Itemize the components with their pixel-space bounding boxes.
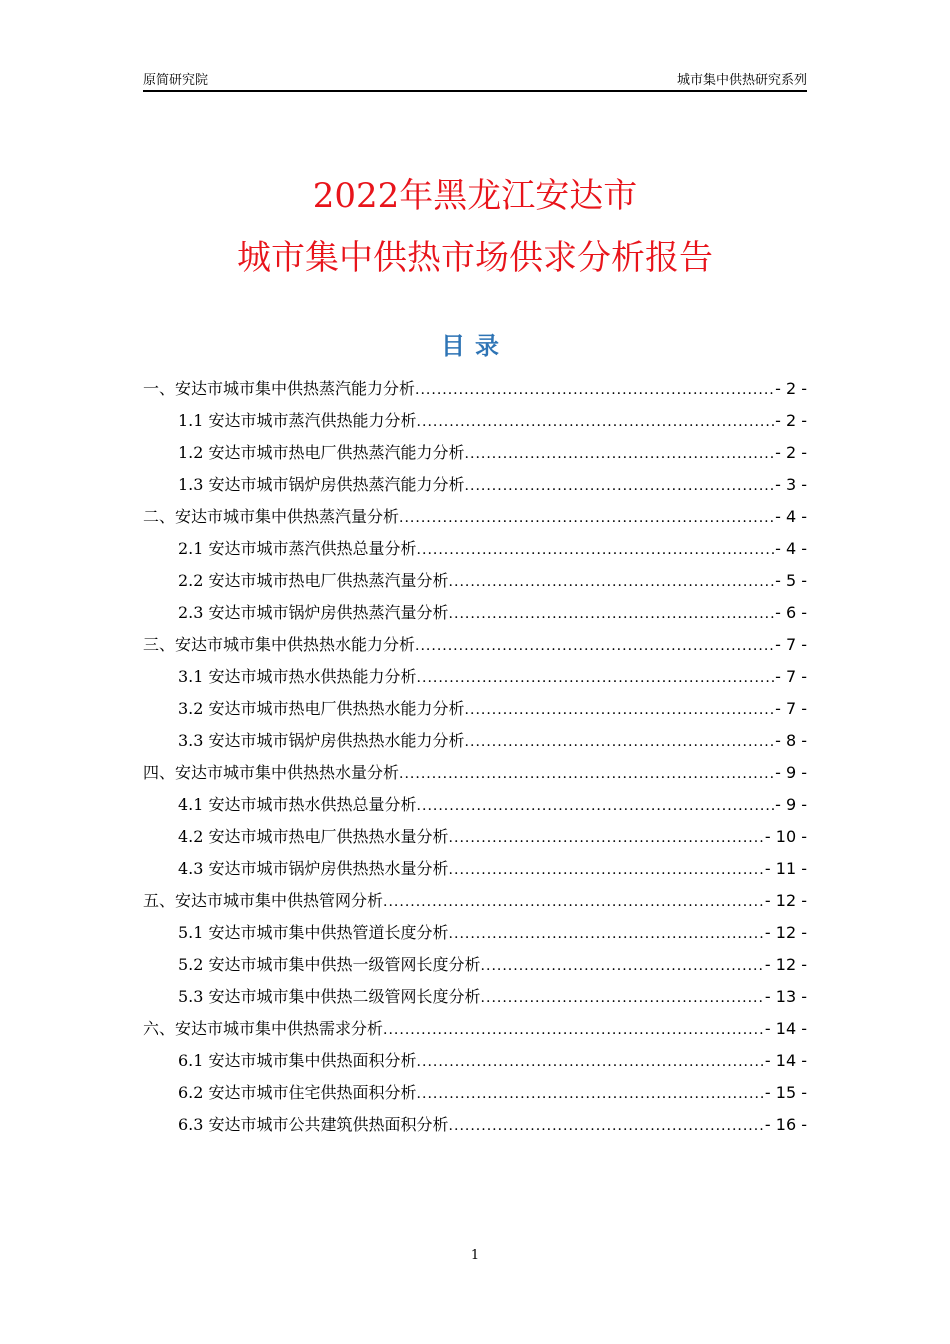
- toc-entry-label: 2.2 安达市城市热电厂供热蒸汽量分析: [178, 571, 449, 590]
- toc-leader-dots: [417, 1078, 765, 1110]
- toc-leader-dots: [449, 854, 765, 886]
- toc-leader-dots: [449, 918, 765, 950]
- toc-entry[interactable]: [143, 661, 807, 693]
- toc-entry[interactable]: [143, 469, 807, 501]
- toc-entry-page: - 6 -: [775, 603, 807, 622]
- toc-entry-page: - 12 -: [764, 891, 807, 910]
- toc-entry-page: - 14 -: [764, 1051, 807, 1070]
- toc-entry[interactable]: [143, 1077, 807, 1109]
- toc-entry[interactable]: [143, 533, 807, 565]
- page-number: 1: [470, 1248, 480, 1263]
- toc-entry-page: - 11 -: [764, 859, 807, 878]
- toc-entry[interactable]: [143, 1045, 807, 1077]
- toc-leader-dots: [417, 406, 776, 438]
- toc-entry[interactable]: [143, 757, 807, 789]
- toc-entry-label: 6.3 安达市城市公共建筑供热面积分析: [178, 1115, 449, 1134]
- toc-leader-dots: [383, 886, 765, 918]
- toc-entry-label: 5.1 安达市城市集中供热管道长度分析: [178, 923, 449, 942]
- toc-entry[interactable]: [143, 885, 807, 917]
- toc-entry[interactable]: [143, 373, 807, 405]
- toc-entry[interactable]: [143, 821, 807, 853]
- toc-leader-dots: [415, 374, 775, 406]
- toc-entry-label: 3.3 安达市城市锅炉房供热热水能力分析: [178, 731, 465, 750]
- toc-entry-label: 五、安达市城市集中供热管网分析: [143, 891, 384, 910]
- table-of-contents: [143, 373, 807, 1141]
- toc-leader-dots: [465, 694, 776, 726]
- toc-leader-dots: [449, 566, 776, 598]
- toc-entry-page: - 2 -: [775, 411, 807, 430]
- toc-entry-page: - 9 -: [775, 795, 807, 814]
- toc-entry-label: 六、安达市城市集中供热需求分析: [143, 1019, 384, 1038]
- toc-entry-page: - 16 -: [764, 1115, 807, 1134]
- toc-entry-label: 6.1 安达市城市集中供热面积分析: [178, 1051, 417, 1070]
- toc-entry-page: - 5 -: [775, 571, 807, 590]
- toc-entry-label: 二、安达市城市集中供热蒸汽量分析: [143, 507, 400, 526]
- toc-leader-dots: [465, 470, 776, 502]
- toc-entry[interactable]: [143, 1109, 807, 1141]
- toc-entry-page: - 10 -: [764, 827, 807, 846]
- toc-entry[interactable]: [143, 1013, 807, 1045]
- toc-leader-dots: [399, 758, 775, 790]
- toc-entry-page: - 15 -: [764, 1083, 807, 1102]
- toc-entry-label: 4.2 安达市城市热电厂供热热水量分析: [178, 827, 449, 846]
- toc-entry-label: 三、安达市城市集中供热热水能力分析: [143, 635, 416, 654]
- toc-leader-dots: [417, 662, 776, 694]
- toc-leader-dots: [449, 1110, 765, 1142]
- toc-entry-page: - 2 -: [775, 443, 807, 462]
- toc-entry-page: - 12 -: [764, 955, 807, 974]
- toc-leader-dots: [417, 534, 776, 566]
- toc-entry-page: - 7 -: [775, 667, 807, 686]
- toc-entry-page: - 3 -: [775, 475, 807, 494]
- toc-entry[interactable]: [143, 917, 807, 949]
- toc-entry-page: - 4 -: [775, 539, 807, 558]
- toc-leader-dots: [449, 822, 765, 854]
- toc-entry-label: 4.3 安达市城市锅炉房供热热水量分析: [178, 859, 449, 878]
- toc-entry[interactable]: [143, 853, 807, 885]
- toc-entry-label: 5.3 安达市城市集中供热二级管网长度分析: [178, 987, 481, 1006]
- toc-entry[interactable]: [143, 501, 807, 533]
- page-header: [143, 66, 807, 92]
- toc-entry[interactable]: [143, 565, 807, 597]
- toc-entry[interactable]: [143, 949, 807, 981]
- toc-entry-label: 2.1 安达市城市蒸汽供热总量分析: [178, 539, 417, 558]
- toc-leader-dots: [383, 1014, 765, 1046]
- toc-leader-dots: [465, 438, 776, 470]
- toc-entry-page: - 9 -: [775, 763, 807, 782]
- toc-entry[interactable]: [143, 629, 807, 661]
- toc-entry[interactable]: [143, 693, 807, 725]
- toc-entry[interactable]: [143, 981, 807, 1013]
- toc-entry-page: - 7 -: [775, 635, 807, 654]
- toc-entry-label: 1.1 安达市城市蒸汽供热能力分析: [178, 411, 417, 430]
- header-org: 原简研究院: [143, 73, 209, 88]
- report-title-line2: 城市集中供热市场供求分析报告: [237, 238, 713, 278]
- toc-entry-label: 6.2 安达市城市住宅供热面积分析: [178, 1083, 417, 1102]
- toc-entry-page: - 7 -: [775, 699, 807, 718]
- toc-entry[interactable]: [143, 437, 807, 469]
- toc-leader-dots: [481, 950, 765, 982]
- toc-entry-label: 1.2 安达市城市热电厂供热蒸汽能力分析: [178, 443, 465, 462]
- toc-entry-label: 3.2 安达市城市热电厂供热热水能力分析: [178, 699, 465, 718]
- toc-leader-dots: [465, 726, 776, 758]
- toc-entry-label: 四、安达市城市集中供热热水量分析: [143, 763, 400, 782]
- toc-entry-label: 5.2 安达市城市集中供热一级管网长度分析: [178, 955, 481, 974]
- toc-leader-dots: [417, 790, 776, 822]
- toc-leader-dots: [481, 982, 765, 1014]
- toc-leader-dots: [417, 1046, 765, 1078]
- toc-entry[interactable]: [143, 597, 807, 629]
- toc-leader-dots: [449, 598, 776, 630]
- report-title-line1: 2022年黑龙江安达市: [312, 176, 638, 216]
- toc-entry-page: - 2 -: [775, 379, 807, 398]
- header-series: 城市集中供热研究系列: [676, 73, 807, 88]
- toc-heading: 目录: [441, 332, 509, 360]
- toc-entry-label: 1.3 安达市城市锅炉房供热蒸汽能力分析: [178, 475, 465, 494]
- toc-entry-label: 2.3 安达市城市锅炉房供热蒸汽量分析: [178, 603, 449, 622]
- toc-entry-label: 一、安达市城市集中供热蒸汽能力分析: [143, 379, 416, 398]
- toc-entry[interactable]: [143, 789, 807, 821]
- toc-entry-page: - 13 -: [764, 987, 807, 1006]
- toc-entry-page: - 4 -: [775, 507, 807, 526]
- toc-entry-page: - 12 -: [764, 923, 807, 942]
- toc-entry-label: 4.1 安达市城市热水供热总量分析: [178, 795, 417, 814]
- toc-entry[interactable]: [143, 405, 807, 437]
- toc-entry-label: 3.1 安达市城市热水供热能力分析: [178, 667, 417, 686]
- toc-leader-dots: [399, 502, 775, 534]
- toc-entry[interactable]: [143, 725, 807, 757]
- toc-entry-page: - 8 -: [775, 731, 807, 750]
- toc-leader-dots: [415, 630, 775, 662]
- toc-entry-page: - 14 -: [764, 1019, 807, 1038]
